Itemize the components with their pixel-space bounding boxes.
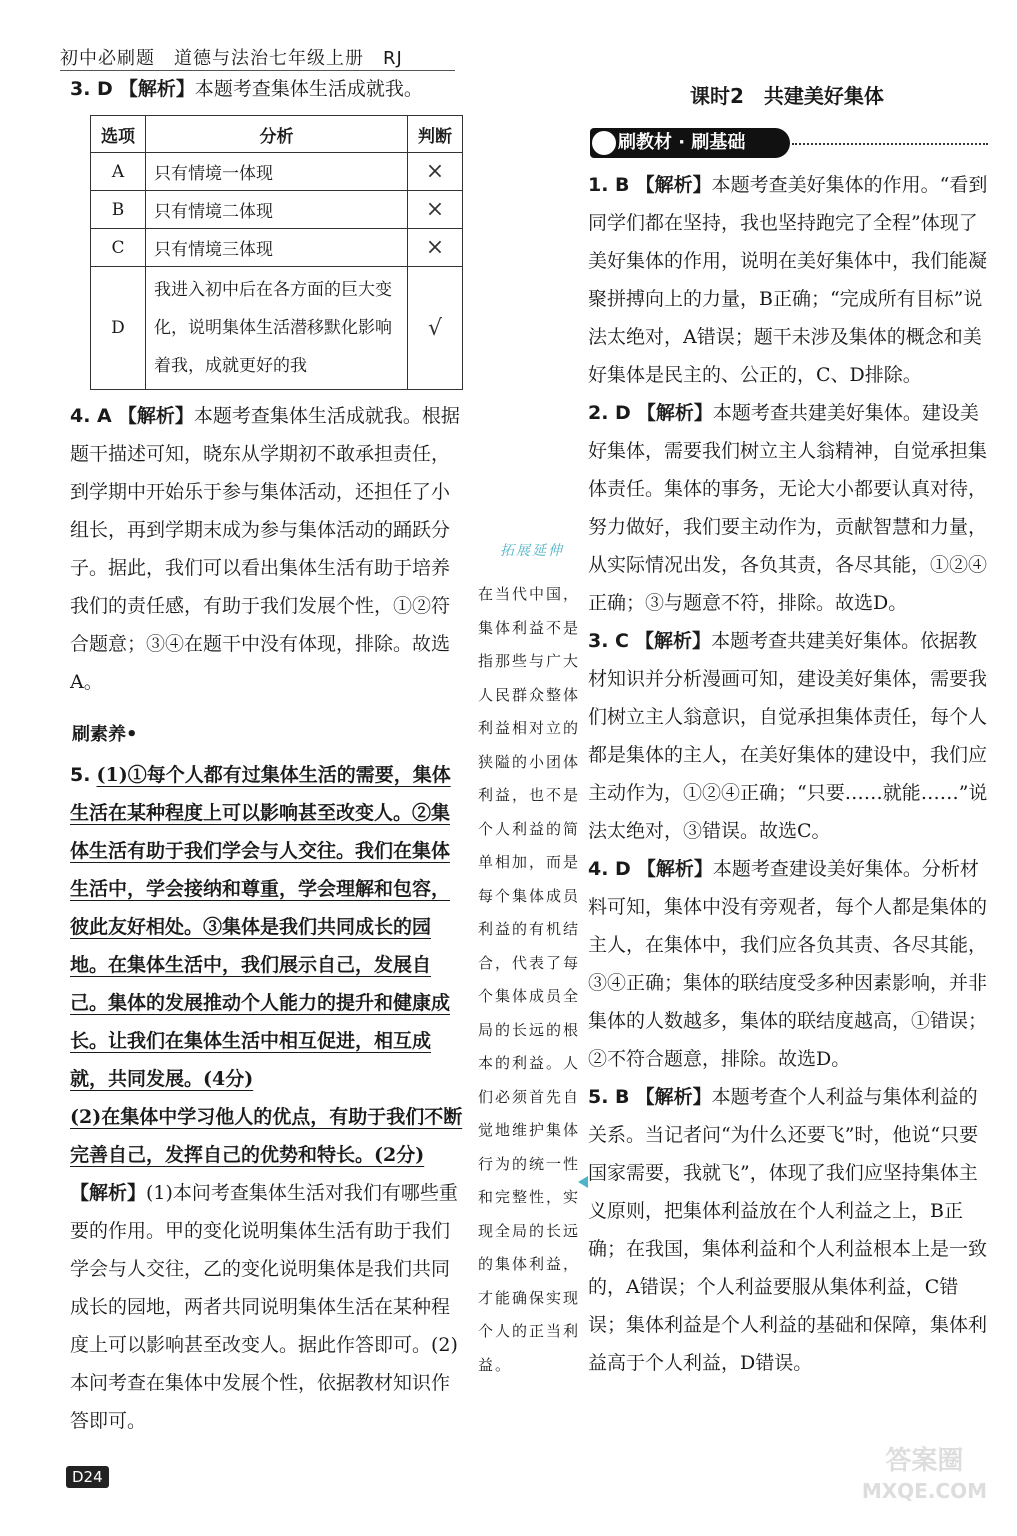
analysis-tag: 【解析】 (70, 1182, 147, 1204)
table-cell: √ (408, 267, 463, 390)
section-banner (590, 128, 790, 158)
watermark-url: MXQE.COM (861, 1479, 987, 1503)
table-cell: 只有情境二体现 (146, 191, 408, 229)
analysis-tag: 【解析】 (636, 858, 713, 880)
right-answers (588, 166, 988, 1382)
sidebar-text: 在当代中国，集体利益不是指那些与广大人民群众整体利益相对立的狭隘的小团体利益，也不是个人利益的简单相加，而是每个集体成员利益的有机结合，代表了每个集体成员全局的长远的根本的利益。人们必须首先自觉地维护集体行为的统一性和完整性，实现全局的长远的集体利益，才能确保实现个人的正当利益。 (478, 585, 581, 1374)
page-number: D24 (66, 1466, 109, 1488)
question-number: 1. B (588, 174, 630, 196)
question-number: 3. C (588, 630, 629, 652)
analysis-tag: 【解析】 (635, 1086, 712, 1108)
table-cell: 我进入初中后在各方面的巨大变化，说明集体生活潜移默化影响着我，成就更好的我 (146, 267, 408, 390)
answer-text: 本题考查集体生活成就我。 (194, 78, 423, 100)
analysis-tag: 【解析】 (117, 405, 194, 427)
analysis-tag: 【解析】 (118, 78, 195, 100)
table-cell: A (91, 153, 146, 191)
r-q5 (588, 1078, 988, 1382)
question-number: 5. (70, 764, 91, 786)
dotted-divider (792, 143, 988, 145)
running-header (60, 44, 403, 70)
options-table (90, 115, 463, 390)
table-cell: D (91, 267, 146, 390)
table-cell: 只有情境三体现 (146, 229, 408, 267)
table-cell: × (408, 153, 463, 191)
question-number: 3. D (70, 78, 113, 100)
question-number: 5. B (588, 1086, 630, 1108)
watermark (862, 1446, 987, 1506)
question-number: 2. D (588, 402, 631, 424)
section-label: 刷素养• (72, 724, 138, 745)
answer-text: 本题考查建设美好集体。分析材料可知，集体中没有旁观者，每个人都是集体的主人，在集体中，我们应各负其责、各尽其能，③④正确；集体的联结度受多种因素影响，并非集体的人数越多，集体的联结度越高，①错误；②不符合题意，排除。故选D。 (588, 858, 988, 1070)
q4-answer (70, 397, 465, 701)
answer-text: 本题考查个人利益与集体利益的关系。当记者问“为什么还要飞”时，他说“只要国家需要，我就飞”，体现了我们应坚持集体主义原则，把集体利益放在个人利益之上，B正确；在我国，集体利益和个人利益根本上是一致的，A错误；个人利益要服从集体利益，C错误；集体利益是个人利益的基础和保障，集体利益高于个人利益，D错误。 (588, 1086, 988, 1374)
brush-icon (592, 131, 616, 155)
answer-text: 本题考查集体生活成就我。根据题干描述可知，晓东从学期初不敢承担责任，到学期中开始乐于参与集体活动，还担任了小组长，再到学期末成为参与集体活动的踊跃分子。据此，我们可以看出集体生活有助于培养我们的责任感，有助于我们发展个性，①②符合题意；③④在题干中没有体现，排除。故选A。 (70, 405, 460, 693)
table-header: 选项 (91, 116, 146, 153)
banner-label: 刷教材 · 刷基础 (618, 132, 746, 153)
table-cell: × (408, 191, 463, 229)
r-q4 (588, 850, 988, 1078)
r-q2 (588, 394, 988, 622)
r-q3 (588, 622, 988, 850)
watermark-text: 答案圈 (885, 1446, 964, 1476)
question-number: 4. D (588, 858, 631, 880)
pointer-icon (578, 1176, 588, 1188)
q5-answer (70, 756, 465, 1440)
header-text: 初中必刷题 道德与法治七年级上册 RJ (60, 48, 403, 69)
analysis-tag: 【解析】 (635, 174, 712, 196)
q3-answer (70, 70, 470, 108)
analysis-text: (1)本问考查集体生活对我们有哪些重要的作用。甲的变化说明集体生活有助于我们学会与人交往，乙的变化说明集体是我们共同成长的园地，两者共同说明集体生活在某种程度上可以影响甚至改变人。据此作答即可。(2)本问考查在集体中发展个性，依据教材知识作答即可。 (70, 1182, 458, 1432)
table-header: 判断 (408, 116, 463, 153)
answer-part-1: (1)①每个人都有过集体生活的需要，集体生活在某种程度上可以影响甚至改变人。②集体生活有助于我们学会与人交往。我们在集体生活中，学会接纳和尊重，学会理解和包容，彼此友好相处。③集体是我们共同成长的园地。在集体生活中，我们展示自己，发展自己。集体的发展推动个人能力的提升和健康成长。让我们在集体生活中相互促进，相互成就，共同发展。(4分) (70, 764, 451, 1090)
table-header: 分析 (146, 116, 408, 153)
table-cell: × (408, 229, 463, 267)
table-row (91, 267, 463, 390)
lesson-title: 课时2 共建美好集体 (690, 84, 884, 108)
table-row (91, 229, 463, 267)
table-row (91, 153, 463, 191)
sidebar-title: 拓展延伸 (500, 543, 564, 559)
analysis-tag: 【解析】 (635, 630, 712, 652)
question-number: 4. A (70, 405, 112, 427)
answer-text: 本题考查共建美好集体。建设美好集体，需要我们树立主人翁精神，自觉承担集体责任。集体的事务，无论大小都要认真对待，努力做好，我们要主动作为，贡献智慧和力量，从实际情况出发，各负其责，各尽其能，①②④正确；③与题意不符，排除。故选D。 (588, 402, 988, 614)
analysis-tag: 【解析】 (636, 402, 713, 424)
table-row (91, 191, 463, 229)
table-cell: B (91, 191, 146, 229)
table-cell: 只有情境一体现 (146, 153, 408, 191)
answer-text: 本题考查美好集体的作用。“看到同学们都在坚持，我也坚持跑完了全程”体现了美好集体的作用，说明在美好集体中，我们能凝聚拼搏向上的力量，B正确；“完成所有目标”说法太绝对，A错误；题干未涉及集体的概念和美好集体是民主的、公正的，C、D排除。 (588, 174, 988, 386)
answer-text: 本题考查共建美好集体。依据教材知识并分析漫画可知，建设美好集体，需要我们树立主人翁意识，自觉承担集体责任，每个人都是集体的主人，在美好集体的建设中，我们应主动作为，①②④正确；“只要……就能……”说法太绝对，③错误。故选C。 (588, 630, 988, 842)
table-cell: C (91, 229, 146, 267)
answer-part-2: (2)在集体中学习他人的优点，有助于我们不断完善自己，发挥自己的优势和特长。(2分) (70, 1106, 463, 1166)
r-q1 (588, 166, 988, 394)
